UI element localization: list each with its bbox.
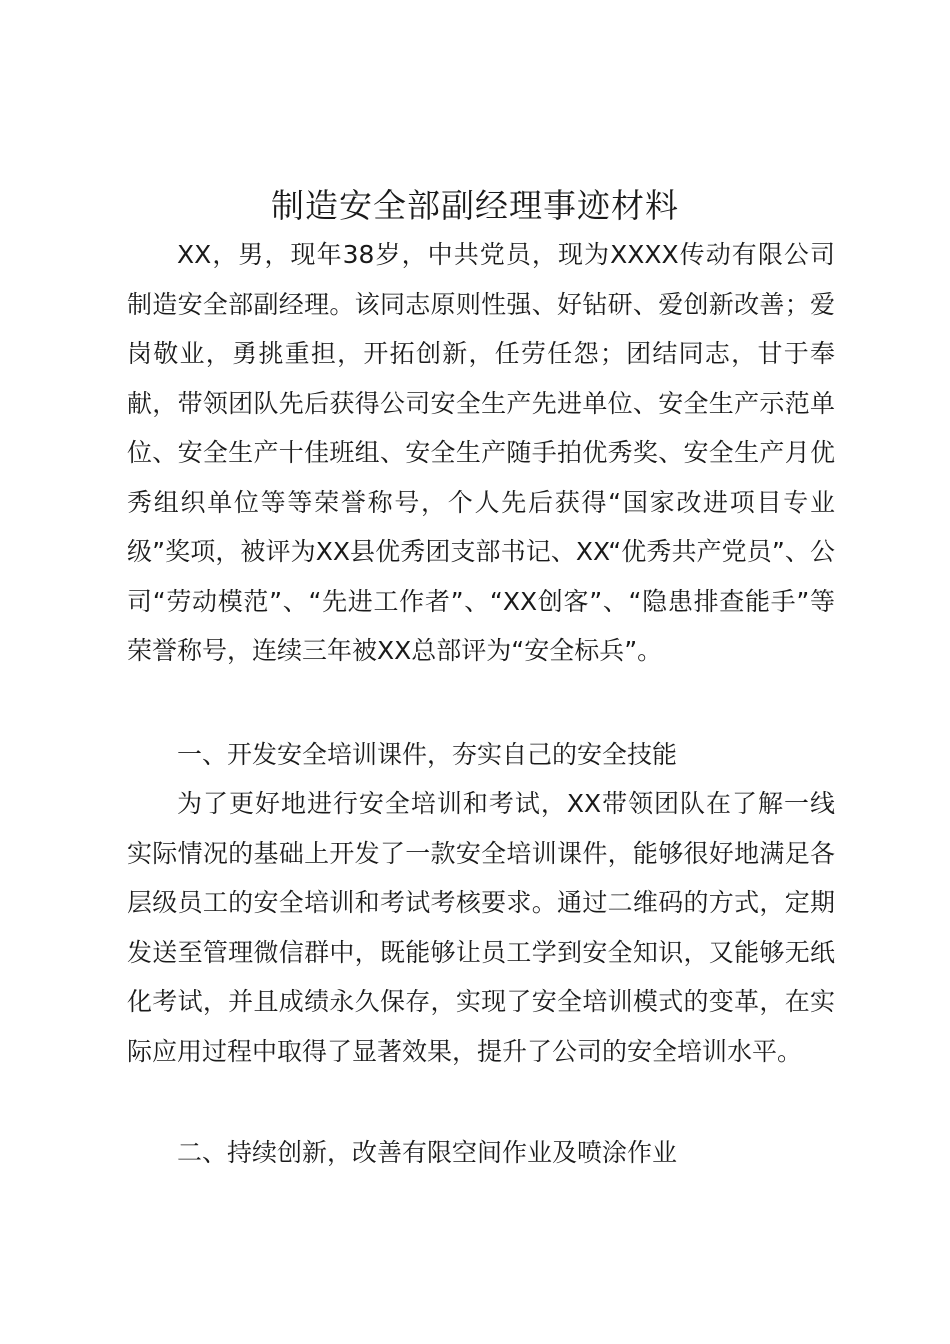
intro-paragraph: XX，男，现年38岁，中共党员，现为XXXX传动有限公司制造安全部副经理。该同志原则性强、好钻研、爱创新改善；爱岗敬业，勇挑重担，开拓创新，任劳任怨；团结同志，甘于奉献，带领团队先后获得公司安全生产先进单位、安全生产示范单位、安全生产十佳班组、安全生产随手拍优秀奖、安全生产月优秀组织单位等等荣誉称号，个人先后获得“国家改进项目专业级”奖项，被评为XX县优秀团支部书记、XX“优秀共产党员”、公司“劳动模范”、“先进工作者”、“XX创客”、“隐患排查能手”等荣誉称号，连续三年被XX总部评为“安全标兵”。 (127, 240, 835, 665)
section-2-heading: 二、持续创新，改善有限空间作业及喷涂作业 (177, 1138, 678, 1167)
section-1-heading: 一、开发安全培训课件，夯实自己的安全技能 (177, 740, 678, 769)
section-1-paragraph: 为了更好地进行安全培训和考试，XX带领团队在了解一线实际情况的基础上开发了一款安全培训课件，能够很好地满足各层级员工的安全培训和考试考核要求。通过二维码的方式，定期发送至管理微信群中，既能够让员工学到安全知识，又能够无纸化考试，并且成绩永久保存，实现了安全培训模式的变革，在实际应用过程中取得了显著效果，提升了公司的安全培训水平。 (127, 789, 835, 1066)
document-title: 制造安全部副经理事迹材料 (271, 186, 679, 225)
